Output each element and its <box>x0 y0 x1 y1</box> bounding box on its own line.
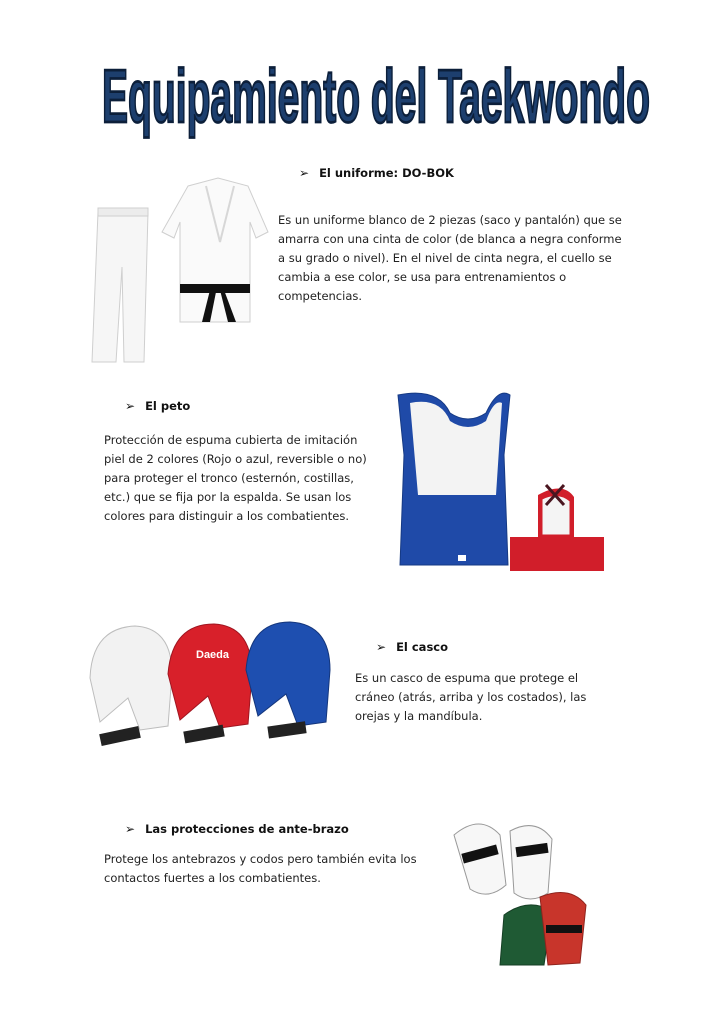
uniform-heading <box>299 166 454 180</box>
chest-protector-image <box>388 385 614 579</box>
forearm-guards-image <box>440 805 620 973</box>
page-title <box>96 60 656 150</box>
casco-description: Es un casco de espuma que protege el cráneo (atrás, arriba y los costados), las orejas y la mandíbula. <box>355 671 587 723</box>
peto-description: Protección de espuma cubierta de imitación piel de 2 colores (Rojo o azul, reversible o no) para proteger el tronco (esternón, costillas, etc.) que se fija por la espalda. Se usan los colores para distinguir a los combatientes. <box>104 433 367 523</box>
bullet-arrow-icon: ➢ <box>299 166 310 180</box>
headgear-image <box>80 618 338 754</box>
bullet-arrow-icon: ➢ <box>376 640 387 654</box>
casco-heading-text: El casco <box>396 640 449 654</box>
uniform-heading-text: El uniforme: DO-BOK <box>319 166 454 180</box>
bullet-arrow-icon: ➢ <box>125 822 136 836</box>
forearm-heading-text: Las protecciones de ante-brazo <box>145 822 349 836</box>
casco-heading <box>376 640 448 654</box>
page-title-text: Equipamiento del Taekwondo <box>101 60 650 140</box>
forearm-description: Protege los antebrazos y codos pero también evita los contactos fuertes a los combatientes. <box>104 852 417 885</box>
peto-heading <box>125 399 190 413</box>
peto-heading-text: El peto <box>145 399 191 413</box>
headgear-brand-label: Daeda <box>196 649 230 661</box>
forearm-heading <box>125 822 349 836</box>
bullet-arrow-icon: ➢ <box>125 399 136 413</box>
uniform-description: Es un uniforme blanco de 2 piezas (saco y pantalón) que se amarra con una cinta de color (de blanca a negra conforme a su grado o nivel). En el nivel de cinta negra, el cuello se cambia a ese color, se usa para entrenamientos o competencias. <box>278 213 622 303</box>
dobok-uniform-image <box>78 172 274 368</box>
